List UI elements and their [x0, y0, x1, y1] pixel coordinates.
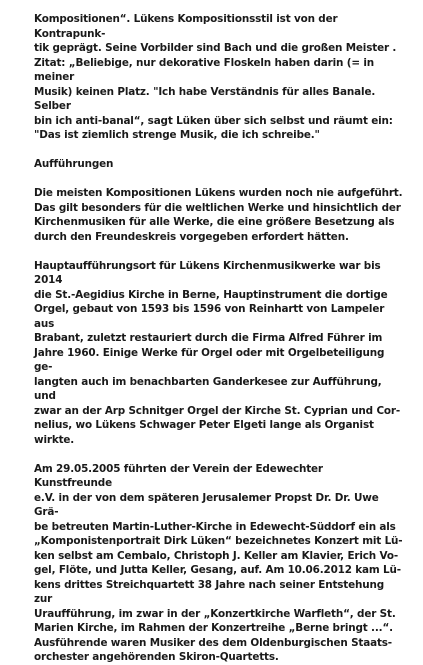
text-line: Kompositionen“. Lükens Kompositionsstil ist von der Kontrapunk-: [34, 13, 338, 40]
text-line: Brabant, zuletzt restauriert durch die Firma Alfred Führer im: [34, 332, 383, 344]
text-line: "Das ist ziemlich strenge Musik, die ich schreibe.": [34, 129, 320, 141]
text-line: die St.-Aegidius Kirche in Berne, Hauptinstrument die dortige: [34, 288, 388, 301]
text-line: nelius, wo Lükens Schwager Peter Elgeti lange als Organist wirkte.: [34, 419, 374, 446]
text-line: Das gilt besonders für die weltlichen Werke und hinsichtlich der: [34, 201, 401, 214]
text-line: orchester angehörenden Skiron-Quartetts.: [34, 651, 279, 663]
text-line: tik geprägt. Seine Vorbilder sind Bach und die großen Meister .: [34, 42, 397, 54]
heading-text: Aufführungen: [34, 158, 114, 170]
text-line: Zitat: „Beliebige, nur dekorative Floskeln haben darin (= in meiner: [34, 56, 375, 83]
text-line: zwar an der Arp Schnitger Orgel der Kirche St. Cyprian und Cor-: [34, 404, 401, 417]
text-line: Marien Kirche, im Rahmen der Konzertreihe „Berne bringt ...“.: [34, 622, 393, 634]
text-line: Hauptaufführungsort für Lükens Kirchenmusikwerke war bis 2014: [34, 259, 381, 286]
text-line: Uraufführung, im zwar in der „Konzertkirche Warfleth“, der St.: [34, 607, 396, 620]
text-line: langten auch im benachbarten Ganderkesee zur Aufführung, und: [34, 375, 382, 402]
text-line: Kirchenmusiken für alle Werke, die eine größere Besetzung als: [34, 216, 395, 228]
text-line: „Komponistenportrait Dirk Lüken“ bezeichnetes Konzert mit Lü-: [34, 535, 403, 547]
paragraph-hauptauffuehrungsort: [34, 259, 404, 448]
paragraph-konzerte: [34, 462, 404, 665]
text-line: e.V. in der von dem späteren Jerusalemer Propst Dr. Dr. Uwe Grä-: [34, 491, 379, 518]
text-line: Orgel, gebaut von 1593 bis 1596 von Reinhartt von Lampeler aus: [34, 303, 385, 330]
paragraph-gap: [34, 172, 404, 187]
document-page: [34, 12, 404, 665]
text-line: bin ich anti-banal“, sagt Lüken über sich selbst und räumt ein:: [34, 114, 393, 127]
text-line: durch den Freundeskreis vorgegeben erfordert hätten.: [34, 230, 349, 243]
paragraph-kompositionsstil: [34, 12, 404, 143]
text-line: be betreuten Martin-Luther-Kirche in Edewecht-Süddorf ein als: [34, 520, 396, 533]
text-line: ken selbst am Cembalo, Christoph J. Keller am Klavier, Erich Vo-: [34, 549, 398, 562]
text-line: Am 29.05.2005 führten der Verein der Edewechter Kunstfreunde: [34, 462, 323, 489]
paragraph-gap: [34, 143, 404, 158]
paragraph-nie-aufgefuehrt: [34, 186, 404, 244]
text-line: Jahre 1960. Einige Werke für Orgel oder mit Orgelbeteiligung ge-: [34, 346, 385, 373]
text-line: Die meisten Kompositionen Lükens wurden noch nie aufgeführt.: [34, 187, 403, 199]
paragraph-gap: [34, 244, 404, 259]
text-line: Musik) keinen Platz. "Ich habe Verständnis für alles Banale. Selber: [34, 85, 376, 112]
section-heading-auffuehrungen: [34, 157, 404, 172]
text-line: gel, Flöte, und Jutta Keller, Gesang, auf. Am 10.06.2012 kam Lü-: [34, 564, 401, 576]
text-line: kens drittes Streichquartett 38 Jahre nach seiner Entstehung zur: [34, 578, 385, 605]
text-line: Ausführende waren Musiker des dem Oldenburgischen Staats-: [34, 636, 392, 649]
paragraph-gap: [34, 447, 404, 462]
